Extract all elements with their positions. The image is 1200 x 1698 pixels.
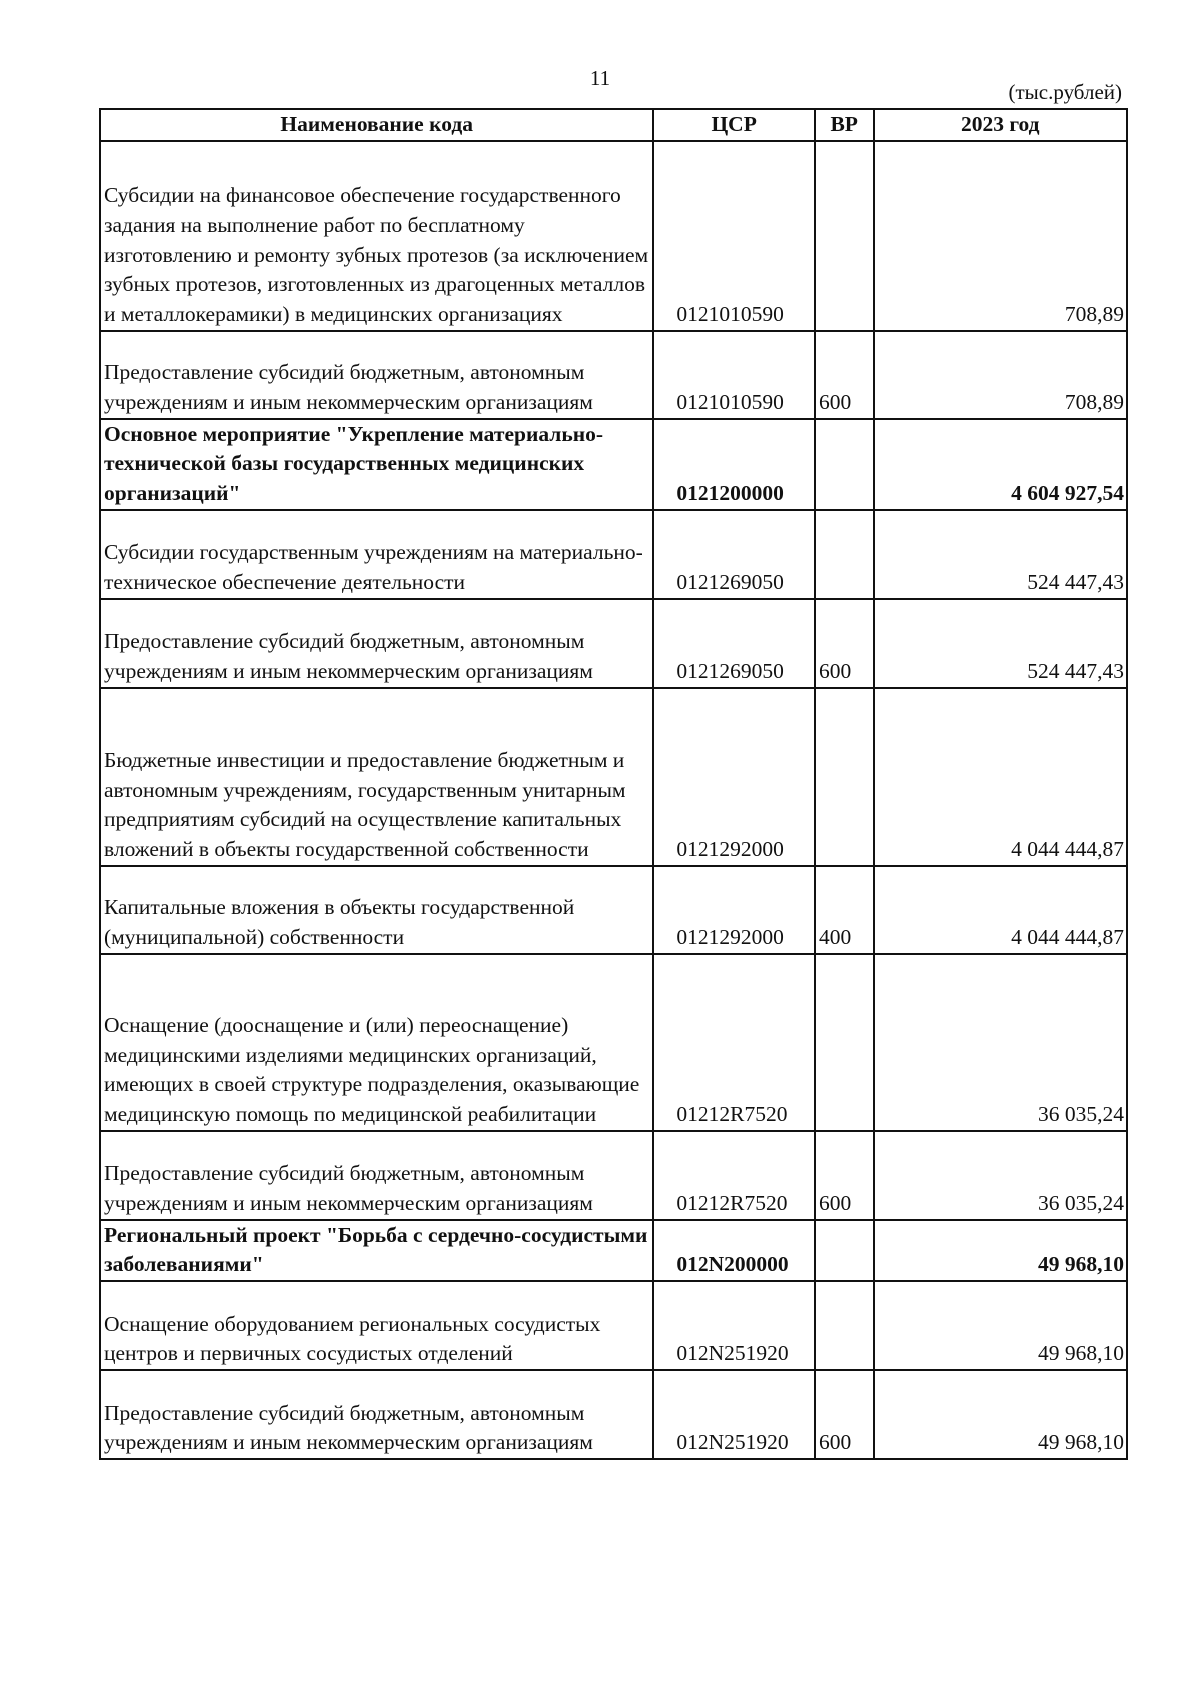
row-amount: 49 968,10 xyxy=(874,1370,1128,1459)
table-row xyxy=(100,141,1127,331)
table-row xyxy=(100,688,1127,866)
row-code: 0121292000 xyxy=(653,866,815,954)
row-name: Предоставление субсидий бюджетным, автономным учреждениям и иным некоммерческим организациям xyxy=(100,1370,653,1459)
row-name: Основное мероприятие "Укрепление материально-технической базы государственных медицинских организаций" xyxy=(100,419,653,510)
table-row xyxy=(100,1370,1127,1459)
row-amount: 49 968,10 xyxy=(874,1220,1128,1281)
row-amount: 4 044 444,87 xyxy=(874,688,1128,866)
row-code: 0121292000 xyxy=(653,688,815,866)
row-code: 012N251920 xyxy=(653,1370,815,1459)
row-code: 0121269050 xyxy=(653,599,815,688)
units-label: (тыс.рублей) xyxy=(1008,80,1122,104)
row-amount: 4 604 927,54 xyxy=(874,419,1128,510)
row-vr xyxy=(815,419,874,510)
row-vr xyxy=(815,954,874,1131)
row-name: Оснащение оборудованием региональных сосудистых центров и первичных сосудистых отделений xyxy=(100,1281,653,1370)
row-code: 0121200000 xyxy=(653,419,815,510)
table-row xyxy=(100,419,1127,510)
row-code: 012N251920 xyxy=(653,1281,815,1370)
row-amount: 708,89 xyxy=(874,331,1128,419)
table-row xyxy=(100,1131,1127,1220)
table-row xyxy=(100,510,1127,599)
row-amount: 49 968,10 xyxy=(874,1281,1128,1370)
row-amount: 4 044 444,87 xyxy=(874,866,1128,954)
header-code: ЦСР xyxy=(653,109,815,141)
row-vr xyxy=(815,688,874,866)
row-code: 01212R7520 xyxy=(653,954,815,1131)
row-vr xyxy=(815,1220,874,1281)
header-vr: ВР xyxy=(815,109,874,141)
row-name: Предоставление субсидий бюджетным, автономным учреждениям и иным некоммерческим организациям xyxy=(100,331,653,419)
row-name: Субсидии государственным учреждениям на материально-техническое обеспечение деятельности xyxy=(100,510,653,599)
row-code: 01212R7520 xyxy=(653,1131,815,1220)
row-name: Капитальные вложения в объекты государственной (муниципальной) собственности xyxy=(100,866,653,954)
row-name: Оснащение (дооснащение и (или) переоснащение) медицинскими изделиями медицинских организаций, имеющих в своей структуре подразделения, оказывающие медицинскую помощь по медицинской реабилитации xyxy=(100,954,653,1131)
table-row xyxy=(100,331,1127,419)
header-name: Наименование кода xyxy=(100,109,653,141)
row-amount: 36 035,24 xyxy=(874,954,1128,1131)
row-amount: 524 447,43 xyxy=(874,599,1128,688)
table-row xyxy=(100,1220,1127,1281)
row-code: 0121010590 xyxy=(653,331,815,419)
row-code: 0121010590 xyxy=(653,141,815,331)
row-amount: 36 035,24 xyxy=(874,1131,1128,1220)
row-vr xyxy=(815,141,874,331)
row-name: Предоставление субсидий бюджетным, автономным учреждениям и иным некоммерческим организациям xyxy=(100,599,653,688)
table-row xyxy=(100,954,1127,1131)
row-code: 0121269050 xyxy=(653,510,815,599)
row-vr: 600 xyxy=(815,599,874,688)
table-row xyxy=(100,599,1127,688)
row-vr xyxy=(815,1281,874,1370)
row-vr: 600 xyxy=(815,331,874,419)
row-vr: 600 xyxy=(815,1131,874,1220)
row-name: Предоставление субсидий бюджетным, автономным учреждениям и иным некоммерческим организациям xyxy=(100,1131,653,1220)
row-name: Бюджетные инвестиции и предоставление бюджетным и автономным учреждениям, государственным унитарным предприятиям субсидий на осуществление капитальных вложений в объекты государственной собственности xyxy=(100,688,653,866)
row-vr: 400 xyxy=(815,866,874,954)
header-amount: 2023 год xyxy=(874,109,1128,141)
budget-table xyxy=(99,108,1128,1460)
row-vr xyxy=(815,510,874,599)
row-name: Субсидии на финансовое обеспечение государственного задания на выполнение работ по бесплатному изготовлению и ремонту зубных протезов (за исключением зубных протезов, изготовленных из драгоценных металлов и металлокерамики) в медицинских организациях xyxy=(100,141,653,331)
row-amount: 708,89 xyxy=(874,141,1128,331)
row-code: 012N200000 xyxy=(653,1220,815,1281)
table-row xyxy=(100,866,1127,954)
row-name: Региональный проект "Борьба с сердечно-сосудистыми заболеваниями" xyxy=(100,1220,653,1281)
table-row xyxy=(100,1281,1127,1370)
row-amount: 524 447,43 xyxy=(874,510,1128,599)
table-header-row xyxy=(100,109,1127,141)
row-vr: 600 xyxy=(815,1370,874,1459)
page-number: 11 xyxy=(589,66,611,90)
